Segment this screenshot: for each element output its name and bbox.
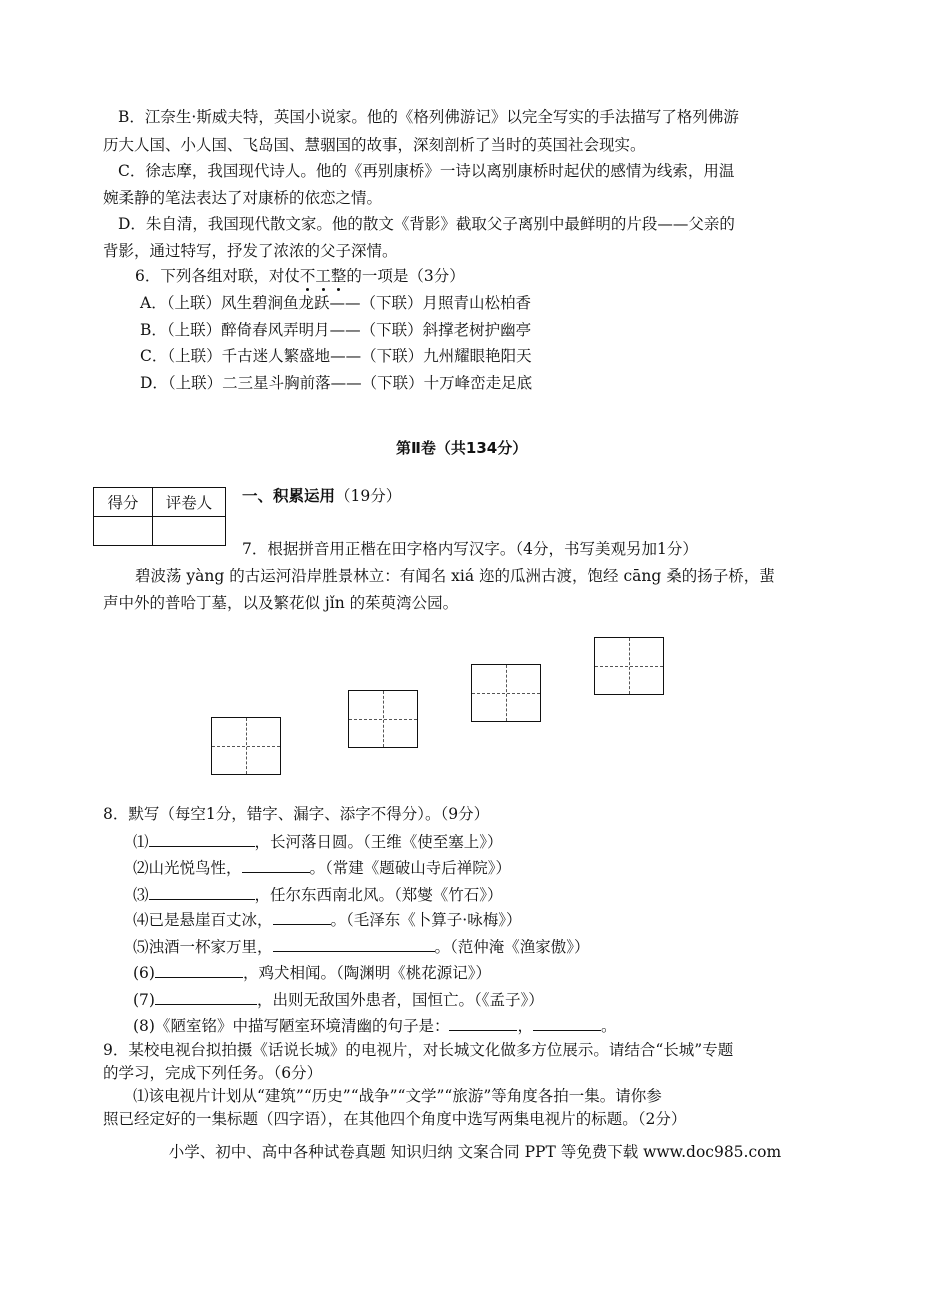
item-text: 。（常建《题破山寺后禅院》） xyxy=(309,859,512,877)
item-label: ⑴ xyxy=(133,833,149,851)
score-header: 得分 xyxy=(94,488,153,517)
item-text: ⑸浊酒一杯家万里， xyxy=(133,938,273,956)
option-c-line1: C．徐志摩，我国现代诗人。他的《再别康桥》一诗以离别康桥时起伏的感情为线索，用温 xyxy=(118,162,735,180)
writing-grid[interactable] xyxy=(348,690,418,748)
item-text: ⑷已是悬崖百丈冰， xyxy=(133,911,273,929)
emphasis-char: 工 xyxy=(315,267,331,285)
answer-blank[interactable] xyxy=(155,988,257,1005)
answer-blank[interactable] xyxy=(242,856,310,873)
q7-passage-line1: 碧波荡 yàng 的古运河沿岸胜景林立：有闻名 xiá 迩的瓜洲古渡，饱经 cāng 桑的扬子桥，蜚 xyxy=(135,567,775,585)
footer-text: 小学、初中、高中各种试卷真题 知识归纳 文案合同 PPT 等免费下载 www.doc985.com xyxy=(168,1143,782,1161)
question-9-line1: 9．某校电视台拟拍摄《话说长城》的电视片，对长城文化做多方位展示。请结合“长城”专题 xyxy=(103,1041,734,1059)
score-table xyxy=(93,487,226,546)
q8-item-4 xyxy=(133,908,521,931)
answer-blank[interactable] xyxy=(149,830,255,847)
q8-item-2 xyxy=(133,856,511,879)
option-b-line1: B．江奈生·斯威夫特，英国小说家。他的《格列佛游记》以完全写实的手法描写了格列佛游 xyxy=(118,108,739,126)
q6-option-c: C．（上联）千古迷人繁盛地——（下联）九州耀眼艳阳天 xyxy=(140,347,532,365)
answer-blank[interactable] xyxy=(149,883,255,900)
emphasis-char: 不 xyxy=(299,267,316,285)
answer-blank[interactable] xyxy=(155,961,243,978)
q9-sub1-line2: 照已经定好的一集标题（四字语），在其他四个角度中选写两集电视片的标题。（2分） xyxy=(103,1110,687,1128)
q7-passage-line2: 声中外的普哈丁墓，以及繁花似 jǐn 的茱萸湾公园。 xyxy=(103,594,459,612)
score-cell[interactable] xyxy=(94,517,153,546)
item-text: ，鸡犬相闻。（陶渊明《桃花源记》） xyxy=(242,964,491,982)
q8-item-6 xyxy=(133,961,491,984)
item-label: ⑶ xyxy=(133,886,149,904)
grader-cell[interactable] xyxy=(153,517,226,546)
q8-item-7 xyxy=(133,988,544,1011)
option-d-line1: D．朱自清，我国现代散文家。他的散文《背影》截取父子离别中最鲜明的片段——父亲的 xyxy=(118,215,735,233)
q8-item-3 xyxy=(133,883,503,906)
q9-sub1-line1: ⑴该电视片计划从“建筑”“历史”“战争”“文学”“旅游”等角度各拍一集。请你参 xyxy=(133,1087,662,1105)
q8-item-5 xyxy=(133,935,590,958)
q6-option-d: D．（上联）二三星斗胸前落——（下联）十万峰峦走足底 xyxy=(140,374,533,392)
question-8-stem: 8．默写（每空1分，错字、漏字、添字不得分）。（9分） xyxy=(103,805,490,823)
item-text: ，出则无敌国外患者，国恒亡。（《孟子》） xyxy=(256,991,544,1009)
item-text: 。（范仲淹《渔家傲》） xyxy=(434,938,590,956)
answer-blank[interactable] xyxy=(449,1014,517,1031)
question-9-line2: 的学习，完成下列任务。（6分） xyxy=(103,1064,323,1082)
question-7-stem: 7．根据拼音用正楷在田字格内写汉字。（4分，书写美观另加1分） xyxy=(242,540,698,558)
item-text: 。（毛泽东《卜算子·咏梅》） xyxy=(330,911,522,929)
q8-item-8 xyxy=(133,1014,617,1037)
part-1-title: 一、积累运用 xyxy=(242,487,336,505)
option-c-line2: 婉柔静的笔法表达了对康桥的依恋之情。 xyxy=(103,189,383,207)
item-text: ，长河落日圆。（王维《使至塞上》） xyxy=(254,833,503,851)
writing-grid[interactable] xyxy=(594,637,664,695)
answer-blank[interactable] xyxy=(273,908,331,925)
emphasis-char: 整 xyxy=(330,267,347,285)
part-1-score: （19分） xyxy=(335,487,402,505)
item-text: (8)《陋室铭》中描写陋室环境清幽的句子是： xyxy=(133,1017,450,1035)
item-label: (6) xyxy=(133,964,155,982)
writing-grid[interactable] xyxy=(211,717,281,775)
writing-grid[interactable] xyxy=(471,664,541,722)
answer-blank[interactable] xyxy=(273,935,435,952)
question-6-stem xyxy=(135,265,465,287)
part-1-heading xyxy=(242,485,401,507)
item-text: 。 xyxy=(600,1017,617,1035)
option-d-line2: 背影，通过特写，抒发了浓浓的父子深情。 xyxy=(103,242,398,260)
answer-blank[interactable] xyxy=(533,1014,601,1031)
item-text: ⑵山光悦鸟性， xyxy=(133,859,242,877)
q6-option-b: B．（上联）醉倚春风弄明月——（下联）斜撑老树护幽亭 xyxy=(140,321,532,339)
item-text: ， xyxy=(517,1017,533,1035)
item-text: ，任尔东西南北风。（郑燮《竹石》） xyxy=(254,886,503,904)
q6-stem-post: 的一项是（3分） xyxy=(346,267,465,285)
grader-header: 评卷人 xyxy=(153,488,226,517)
q6-option-a: A．（上联）风生碧涧鱼龙跃——（下联）月照青山松柏香 xyxy=(140,294,531,312)
option-b-line2: 历大人国、小人国、飞岛国、慧骃国的故事，深刻剖析了当时的英国社会现实。 xyxy=(103,136,646,154)
item-label: (7) xyxy=(133,991,155,1009)
q6-stem-pre: 6．下列各组对联，对仗 xyxy=(135,267,300,285)
section-title: 第Ⅱ卷（共134分） xyxy=(396,439,528,457)
q8-item-1 xyxy=(133,830,503,853)
